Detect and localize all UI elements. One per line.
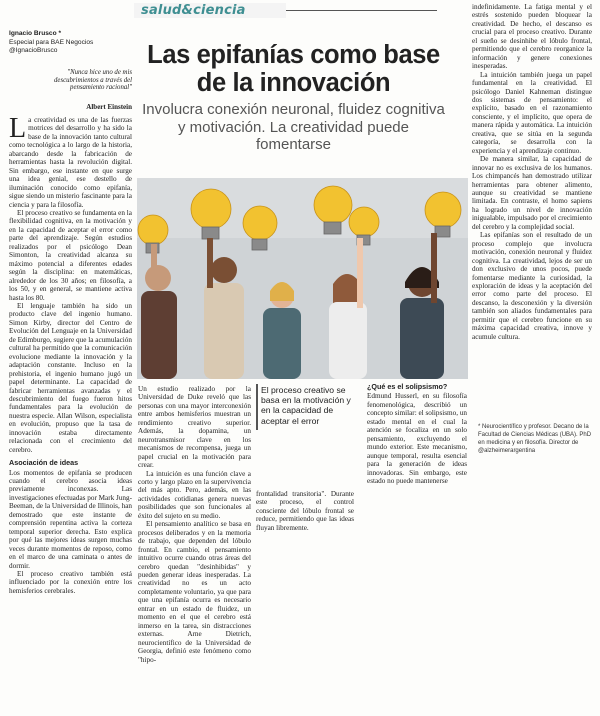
paragraph: Las epifanías son el resultado de un proceso complejo que involucra motivación, conexión neuronal y fluidez cognitiva. La creatividad, lejos de ser un don exclusivo de unos pocos, puede fomentarse mediante la curiosidad, la exploración de ideas y la aceptación del error como parte del proceso. El descanso, la desconexión y la diversión también son aliados fundamentales para permitir que el cerebro funcione en su máxima capacidad creativa, innove y acumule cultura. — [472, 231, 592, 341]
subtitle: Involucra conexión neuronal, fluidez cognitiva y motivación. La creatividad puede fomentarse — [142, 101, 445, 153]
paragraph: indefinidamente. La fatiga mental y el estrés sostenido pueden bloquear la creatividad. De hecho, el descanso es crucial para el proceso creativo. Durante el sueño se desinhibe el lóbulo frontal, permitiendo que el cerebro reorganice la información y genere conexiones inesperadas. — [472, 3, 592, 71]
drop-cap: L — [9, 113, 27, 144]
photo-lightbulbs — [137, 178, 468, 379]
pullquote: El proceso creativo se basa en la motivación y en la capacidad de aceptar el error — [261, 385, 351, 426]
section-tag: salud&ciencia — [141, 3, 246, 18]
paragraph: frontalidad transitoria". Durante este proceso, el control consciente del lóbulo frontal se reduce, permitiendo que las ideas fluyan libremente. — [256, 490, 354, 532]
paragraph: La creatividad es una de las fuerzas motrices del desarrollo y ha sido la base de la innovación tanto cultural como tecnológica a lo largo de la historia, abarcando desde la fabricación de herramientas hasta la revolución digital. Sin embargo, ese instante en que surge una idea genial, ese destello de iluminación conocido como epifanía, sigue siendo un misterio fascinante para la ciencia y para la filosofía. — [9, 113, 132, 209]
subheading: Asociación de ideas — [9, 458, 79, 468]
paragraph: El proceso creativo se fundamenta en la flexibilidad cognitiva, en la motivación y en la capacidad de aceptar el error como parte del aprendizaje. Según estudios realizados por el psicólogo Dean Simonton, la creatividad alcanza su máximo potencial a diferentes edades según la disciplina: en matemáticas, alrededor de los 30 años; en filosofía, a los 50, y en general, se mantiene activa hasta los 80. — [9, 208, 132, 302]
section-rule — [286, 10, 437, 11]
column-1 — [9, 113, 132, 716]
author-footnote: * Neurocientífico y profesor. Decano de la Facultad de Ciencias Médicas (UBA). PhD en medicina y en filosofía. Director de @alzheimerargentina — [478, 424, 592, 454]
byline-role: Especial para BAE Negocios — [9, 38, 94, 46]
byline-handle: @IgnacioBrusco — [9, 47, 58, 55]
paragraph: La intuición también juega un papel fundamental en la creatividad. El psicólogo Daniel Kahneman distingue dos sistemas de pensamiento: el explícito, basado en el razonamiento consciente, y el implícito, que opera de manera rápida y automática. La intuición creativa, que se sitúa en la segunda categoría, se desarrolla con la experiencia y el aprendizaje continuo. — [472, 70, 592, 155]
epigraph-author: Albert Einstein — [86, 103, 132, 111]
byline — [9, 30, 129, 56]
byline-author: Ignacio Brusco * — [9, 30, 62, 37]
paragraph: El proceso creativo también está influenciado por la conexión entre los hemisferios cerebrales. — [9, 570, 132, 595]
pullquote-bar — [256, 384, 258, 430]
column-5 — [472, 3, 592, 423]
paragraph: La intuición es una función clave a corto y largo plazo en la supervivencia del más apto. Pero, además, en las actividades cotidianas genera nuevas posibilidades que son funcionales al éxito del sujeto en su medio. — [138, 469, 251, 520]
paragraph: Edmund Husserl, en su filosofía fenomenológica, describió un concepto similar: el solipsismo, un estado mental en el cual la atención se focaliza en un solo pensamiento, excluyendo el mundo exterior. Este mecanismo, aunque temporal, resulta esencial para la generación de ideas innovadoras. Sin embargo, este estado no puede mantenerse — [367, 392, 468, 485]
paragraph: De manera similar, la capacidad de innovar no es exclusiva de los humanos. Los chimpancés han demostrado utilizar herramientas para obtener alimento, aunque su creatividad se mantiene limitada. En contraste, el homo sapiens ha logrado un nivel de innovación inigualable, impulsado por el crecimiento del cerebro y la complejidad social. — [472, 155, 592, 231]
column-3 — [256, 490, 354, 715]
headline: Las epifanías como base de la innovación — [147, 41, 440, 97]
column-4 — [367, 383, 467, 715]
paragraph: El lenguaje también ha sido un producto clave del ingenio humano. Simon Kirby, director del Centro de Evolución del Lenguaje en la Universidad de Edimburgo, sugiere que la acumulación cultural ha permitido que la comunicación evolucione mediante la innovación y la adaptación constante. Incluso en la prehistoria, el ingenio humano jugó un papel determinante. La capacidad de fabricar herramientas avanzadas y el descubrimiento del fuego fueron hitos fundamentales para la evolución de nuestra especie. Allan Wilson, especialista en evolución, propuso que la tasa de innovación estaba directamente relacionada con el crecimiento del cerebro. — [9, 301, 132, 454]
paragraph: Los momentos de epifanía se producen cuando el cerebro asocia ideas previamente inconexas. Las investigaciones efectuadas por Mark Jung-Beeman, de la Universidad de Illinois, han demostrado que este instante de comprensión repentina activa la corteza temporal superior derecha. Esto explica por qué las mejores ideas surgen muchas veces durante momentos de reposo, como en el marco de una caminata o antes de dormir. — [9, 468, 132, 570]
column-2 — [138, 385, 251, 715]
subheading: ¿Qué es el solipsismo? — [367, 382, 448, 391]
paragraph: Un estudio realizado por la Universidad de Duke reveló que las personas con una mayor interconexión entre ambos hemisferios muestran un rendimiento creativo superior. Además, la dopamina, un neurotransmisor clave en los mecanismos de recompensa, juega un papel crucial en la motivación para crear. — [138, 385, 251, 470]
paragraph: El pensamiento analítico se basa en procesos deliberados y en la memoria de trabajo, que dependen del lóbulo frontal. En cambio, el pensamiento intuitivo ocurre cuando otras áreas del cerebro quedan "desinhibidas" y pueden generar ideas inesperadas. La creatividad no es un acto completamente voluntario, ya que para que una epifanía ocurra es necesario entrar en un estado de fluidez, un momento en el que el cerebro está inmerso en la tarea, sin distracciones externas. Arne Dietrich, neurocientífico de la Universidad de Georgia, definió este fenómeno como "hipo- — [138, 520, 251, 664]
epigraph-quote: "Nunca hice uno de mis descubrimientos a través del pensamiento racional" — [54, 69, 132, 92]
